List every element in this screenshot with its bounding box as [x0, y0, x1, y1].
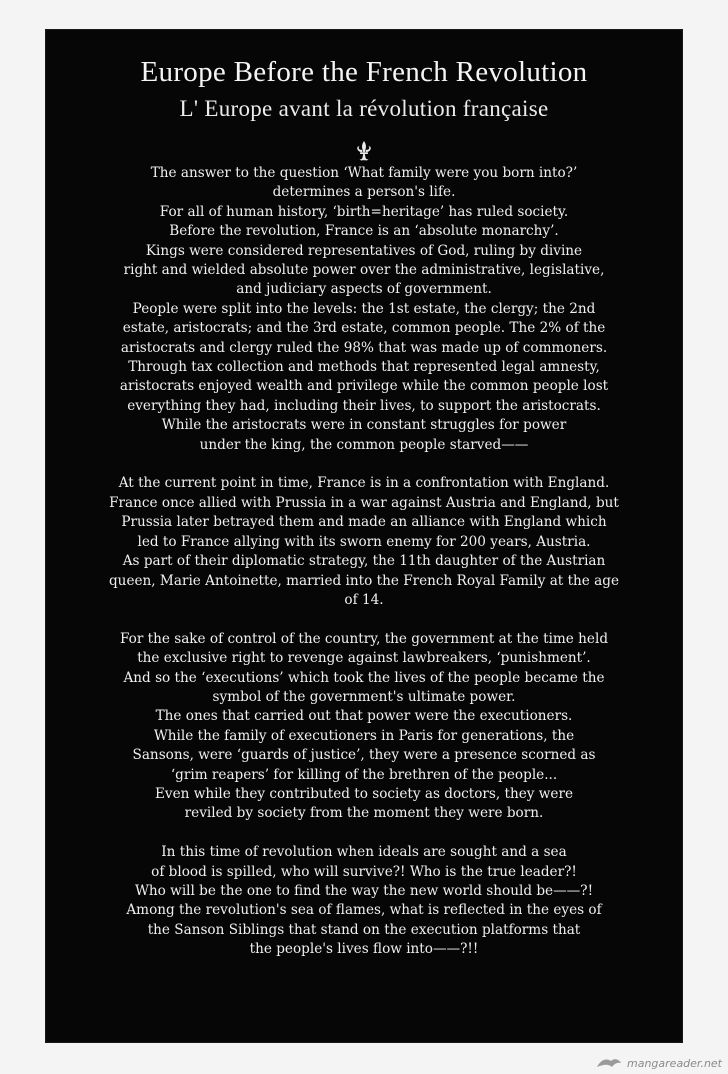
fleur-de-lis-icon — [351, 140, 377, 162]
text-line: and judiciary aspects of government. — [236, 281, 492, 298]
text-line: And so the ‘executions’ which took the lives of the people became the — [123, 669, 605, 686]
paragraph-1 — [46, 164, 682, 455]
paragraph-4 — [46, 843, 682, 959]
paragraph-2 — [46, 474, 682, 610]
text-line: Through tax collection and methods that represented legal amnesty, — [128, 359, 600, 376]
text-line: the exclusive right to revenge against lawbreakers, ‘punishment’. — [137, 650, 591, 667]
text-line: While the aristocrats were in constant struggles for power — [161, 417, 567, 434]
text-line: everything they had, including their lives, to support the aristocrats. — [127, 397, 601, 414]
text-line: reviled by society from the moment they were born. — [184, 805, 544, 822]
text-line: Kings were considered representatives of God, ruling by divine — [145, 242, 583, 259]
watermark-text: mangareader.net — [627, 1056, 722, 1070]
text-line: under the king, the common people starved—— — [199, 436, 529, 453]
text-line: of blood is spilled, who will survive?! Who is the true leader?! — [151, 863, 577, 880]
text-line: led to France allying with its sworn enemy for 200 years, Austria. — [137, 533, 591, 550]
text-line: At the current point in time, France is in a confrontation with England. — [118, 475, 610, 492]
text-line: the people's lives flow into——?!! — [249, 941, 479, 958]
text-line: Even while they contributed to society as doctors, they were — [154, 785, 574, 802]
paragraph-3 — [46, 630, 682, 824]
text-line: People were split into the levels: the 1st estate, the clergy; the 2nd — [132, 300, 596, 317]
text-line: symbol of the government's ultimate power. — [212, 688, 516, 705]
page-subtitle: L' Europe avant la révolution française — [179, 96, 549, 121]
text-line: Before the revolution, France is an ‘absolute monarchy’. — [169, 223, 559, 240]
page-title: Europe Before the French Revolution — [140, 56, 588, 88]
text-line: the Sanson Siblings that stand on the execution platforms that — [147, 921, 581, 938]
text-line: aristocrats and clergy ruled the 98% that was made up of commoners. — [120, 339, 608, 356]
text-line: In this time of revolution when ideals are sought and a sea — [161, 844, 567, 861]
text-line: The ones that carried out that power were the executioners. — [155, 708, 573, 725]
text-line: of 14. — [344, 591, 384, 608]
text-line: For the sake of control of the country, the government at the time held — [119, 630, 609, 647]
text-line: While the family of executioners in Paris for generations, the — [153, 727, 575, 744]
text-line: Prussia later betrayed them and made an alliance with England which — [121, 514, 607, 531]
text-line: Sansons, were ‘guards of justice’, they were a presence scorned as — [132, 747, 596, 764]
text-line: Who will be the one to find the way the new world should be——?! — [134, 882, 594, 899]
text-line: France once allied with Prussia in a war against Austria and England, but — [109, 494, 619, 511]
text-line: aristocrats enjoyed wealth and privilege while the common people lost — [119, 378, 609, 395]
text-line: Among the revolution's sea of flames, what is reflected in the eyes of — [126, 902, 602, 919]
text-line: determines a person's life. — [272, 184, 456, 201]
body-text — [46, 164, 682, 960]
text-line: As part of their diplomatic strategy, the 11th daughter of the Austrian — [122, 553, 606, 570]
black-text-panel — [46, 30, 682, 1042]
text-line: estate, aristocrats; and the 3rd estate, common people. The 2% of the — [122, 320, 606, 337]
text-line: ‘grim reapers’ for killing of the brethren of the people... — [170, 766, 558, 783]
text-line: For all of human history, ‘birth=heritage’ has ruled society. — [159, 203, 569, 220]
panel-content — [46, 30, 682, 979]
text-line: right and wielded absolute power over the administrative, legislative, — [123, 262, 605, 279]
text-line: The answer to the question ‘What family were you born into?’ — [150, 165, 578, 181]
watermark-logo-icon — [595, 1056, 623, 1070]
text-line: queen, Marie Antoinette, married into the French Royal Family at the age — [108, 572, 620, 589]
watermark — [595, 1056, 722, 1070]
